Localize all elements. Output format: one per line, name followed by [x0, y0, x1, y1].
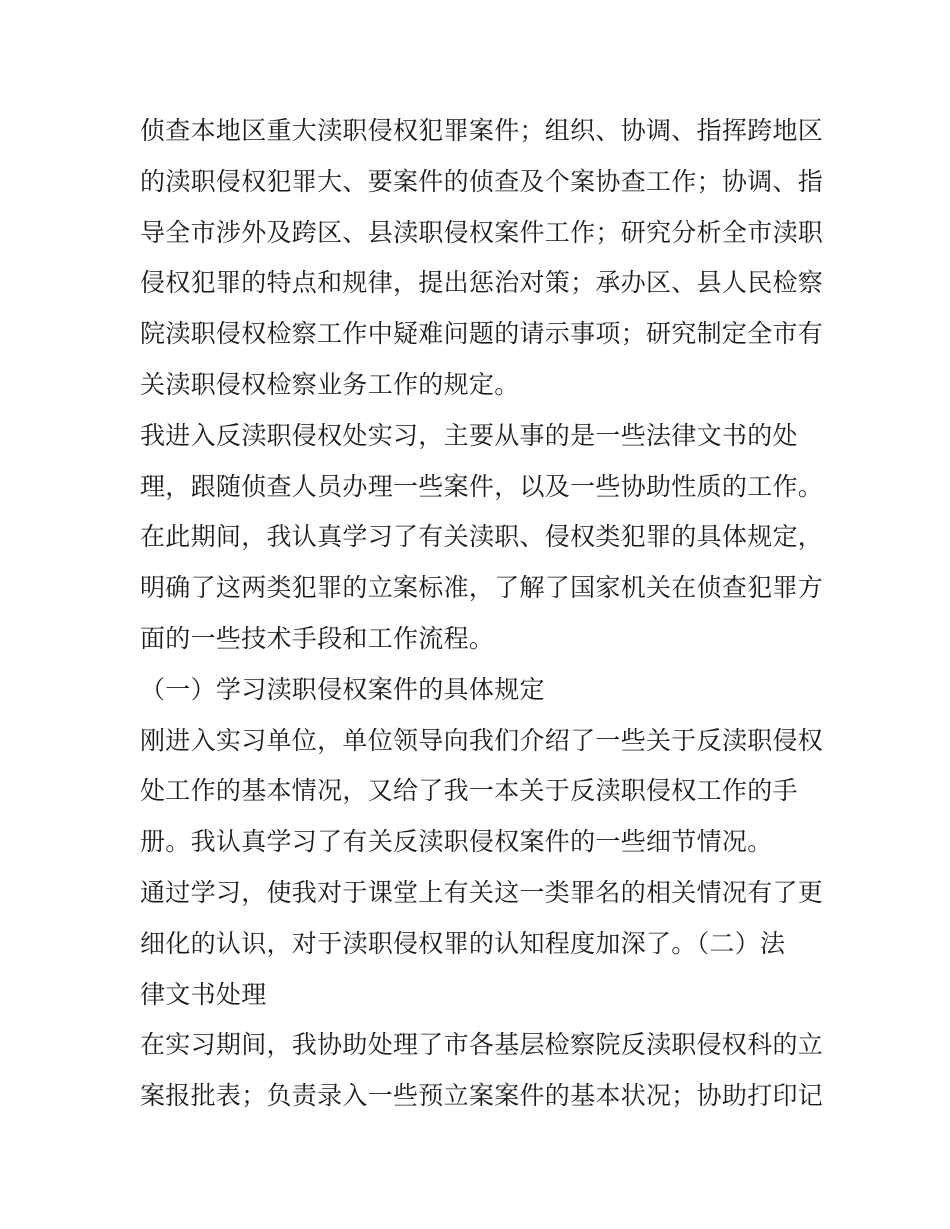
text-line: （一）学习渎职侵权案件的具体规定	[140, 674, 545, 704]
paragraph-introduction	[140, 716, 824, 868]
text-line: 在此期间，我认真学习了有关渎职、侵权类犯罪的具体规定，	[140, 522, 824, 552]
text-line: 律文书处理	[140, 979, 267, 1009]
text-line: 在实习期间，我协助处理了市各基层检察院反渎职侵权科的立	[140, 1030, 824, 1060]
text-line: 明确了这两类犯罪的立案标准，了解了国家机关在侦查犯罪方	[140, 573, 824, 603]
text-line: 导全市涉外及跨区、县渎职侵权案件工作；研究分析全市渎职	[140, 217, 824, 247]
text-line: 理，跟随侦查人员办理一些案件，以及一些协助性质的工作。	[140, 471, 824, 501]
text-line: 院渎职侵权检察工作中疑难问题的请示事项；研究制定全市有	[140, 319, 824, 349]
paragraph-internship-overview	[140, 411, 824, 665]
paragraph-learning-result	[140, 868, 824, 1020]
text-line: 侵权犯罪的特点和规律，提出惩治对策；承办区、县人民检察	[140, 268, 824, 298]
text-line: 面的一些技术手段和工作流程。	[140, 623, 495, 653]
text-line: 案报批表；负责录入一些预立案案件的基本状况；协助打印记	[140, 1081, 824, 1111]
paragraph-legal-documents	[140, 1020, 824, 1122]
text-line: 的渎职侵权犯罪大、要案件的侦查及个案协查工作；协调、指	[140, 166, 824, 196]
section-heading-one	[140, 665, 818, 716]
text-line: 细化的认识，对于渎职侵权罪的认知程度加深了。（二）法	[140, 928, 786, 958]
text-line: 处工作的基本情况，又给了我一本关于反渎职侵权工作的手	[140, 776, 798, 806]
text-line: 册。我认真学习了有关反渎职侵权案件的一些细节情况。	[140, 827, 773, 857]
text-line: 侦查本地区重大渎职侵权犯罪案件；组织、协调、指挥跨地区	[140, 116, 824, 145]
paragraph-duties	[140, 106, 824, 411]
text-line: 通过学习，使我对于课堂上有关这一类罪名的相关情况有了更	[140, 877, 824, 907]
text-line: 关渎职侵权检察业务工作的规定。	[140, 369, 520, 399]
document-body	[140, 106, 824, 1122]
text-line: 我进入反渎职侵权处实习，主要从事的是一些法律文书的处	[140, 420, 798, 450]
text-line: 刚进入实习单位，单位领导向我们介绍了一些关于反渎职侵权	[140, 725, 824, 755]
